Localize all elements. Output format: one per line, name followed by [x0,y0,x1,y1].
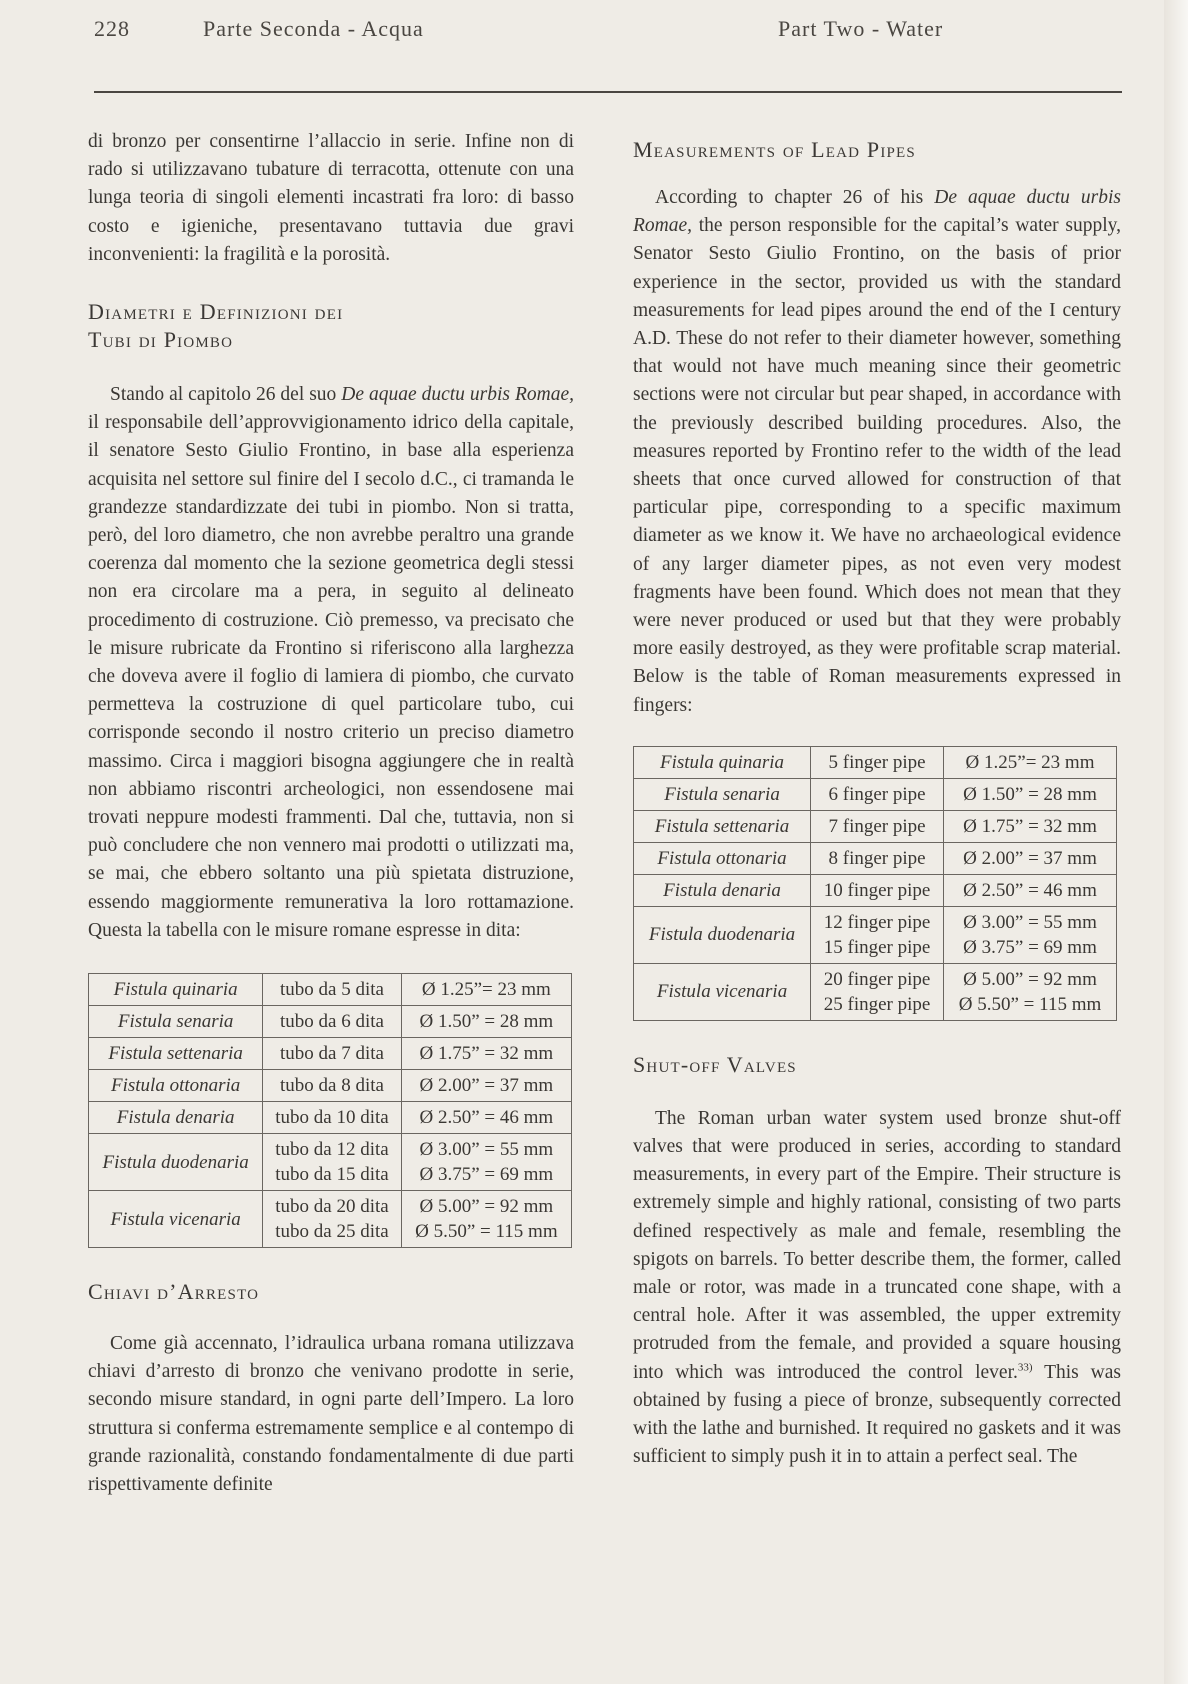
pipe-size-1: tubo da 20 dita [275,1196,389,1218]
pipe-diameter [401,1191,571,1248]
italian-heading-chiavi: Chiavi d’Arresto [88,1279,260,1305]
pipe-diameter-2: Ø 3.75” = 69 mm [963,936,1097,958]
pipe-size: 10 finger pipe [811,874,944,906]
pipe-diameter: Ø 2.50” = 46 mm [944,874,1117,906]
table-row [634,906,1117,963]
pipe-size: 6 finger pipe [811,778,944,810]
english-column [633,128,1121,1472]
pipe-diameter: Ø 2.00” = 37 mm [401,1070,571,1102]
pipe-diameter-1: Ø 3.00” = 55 mm [419,1139,554,1161]
pipe-name: Fistula denaria [89,1102,263,1134]
pipe-name: Fistula senaria [634,778,811,810]
pipe-size [263,1191,401,1248]
pipe-size: tubo da 5 dita [263,974,401,1006]
italian-heading-diametri [88,298,574,354]
table-row [89,1070,572,1102]
table-row [89,1006,572,1038]
table-row [634,746,1117,778]
english-heading-measurements: Measurements of Lead Pipes [633,137,916,162]
pipe-size: tubo da 10 dita [263,1102,401,1134]
pipe-size [811,906,944,963]
italian-chiavi-paragraph: Come già accennato, l’idraulica urbana romana utilizzava chiavi d’arresto di bronzo che venivano prodotte in serie, secondo misure standard, in ogni parte dell’Impero. La loro struttura si conferma estremamente semplice e al contempo di grande razionalità, constando fondamentalmente di due parti rispettivamente definite [88,1333,574,1496]
pipe-name: Fistula vicenaria [634,963,811,1020]
pipe-size-2: tubo da 15 dita [275,1164,389,1186]
pipe-name: Fistula quinaria [634,746,811,778]
pipe-diameter-2: Ø 3.75” = 69 mm [419,1164,554,1186]
italian-frontino-paragraph [88,381,574,945]
italian-column [88,128,574,1499]
pipe-size-2: tubo da 25 dita [275,1221,389,1243]
pipe-size-1: 12 finger pipe [823,911,931,933]
italian-heading-diametri-line2: Tubi di Piombo [88,327,234,353]
english-heading-valves: Shut-off Valves [633,1051,797,1077]
english-paragraph-text: This was obtained by fusing a piece of bronze, subsequently corrected with the lathe and burnished. It required no gaskets and it was sufficient to simply push it in to attain a perfect seal. The [633,1361,1121,1468]
table-row [634,963,1117,1020]
pipe-size-1: tubo da 12 dita [275,1139,389,1161]
pipe-diameter [944,906,1117,963]
english-valves-paragraph [633,1105,1121,1472]
pipe-diameter: Ø 1.50” = 28 mm [401,1006,571,1038]
italian-heading-diametri-line1: Diametri e Definizioni dei [88,299,344,325]
pipe-size: tubo da 7 dita [263,1038,401,1070]
pipe-name: Fistula ottonaria [89,1070,263,1102]
pipe-size-1: 20 finger pipe [823,968,931,990]
table-row [634,842,1117,874]
italian-paragraph-text: Stando al capitolo 26 del suo [110,384,342,406]
table-row [634,778,1117,810]
pipe-diameter: Ø 2.50” = 46 mm [401,1102,571,1134]
pipe-diameter: Ø 2.00” = 37 mm [944,842,1117,874]
table-row [89,1191,572,1248]
pipe-name: Fistula duodenaria [89,1134,263,1191]
italian-pipe-table [88,973,572,1248]
pipe-size [263,1134,401,1191]
table-row [634,874,1117,906]
pipe-size-2: 25 finger pipe [823,993,931,1015]
english-pipe-table [633,746,1117,1021]
running-header-italian: Parte Seconda - Acqua [203,16,424,41]
english-frontino-paragraph [633,184,1121,720]
pipe-size: tubo da 8 dita [263,1070,401,1102]
pipe-diameter: Ø 1.75” = 32 mm [401,1038,571,1070]
pipe-size: tubo da 6 dita [263,1006,401,1038]
pipe-name: Fistula ottonaria [634,842,811,874]
table-row [89,1134,572,1191]
pipe-diameter: Ø 1.25”= 23 mm [401,974,571,1006]
italian-paragraph-text: il responsabile dell’approvvigionamento idrico della capitale, il senatore Sesto Giulio Frontino, in base alla esperienza acquisita nel settore sul finire del I secolo d.C., ci tramanda le grandezze standardizzate dei tubi in piombo. Non si tratta, però, del loro diametro, che non avrebbe peraltro una grande coerenza dal momento che la sezione geometrica degli stessi non era circolare ma a pera, in seguito al delineato procedimento di costruzione. Ciò premesso, va precisato che le misure rubricate da Frontino si riferiscono alla larghezza che doveva avere il foglio di lamiera di piombo, che curvato permetteva la costruzione di quel particolare tubo, cui corrisponde secondo il nostro criterio un preciso diametro massimo. Circa i maggiori bisogna aggiungere che in realtà non abbiamo riscontri archeologici, non essendosene mai trovati neppure modesti frammenti. Dal che, tuttavia, non si può concludere che non vennero mai prodotti o utilizzati ma, se mai, che ebbero soltanto una più spietata distruzione, essendo maggiormente remunerativa la loro rottamazione. Questa la tabella con le misure romane espresse in dita: [88,412,574,941]
pipe-size: 8 finger pipe [811,842,944,874]
pipe-name: Fistula duodenaria [634,906,811,963]
page-number: 228 [94,16,130,41]
pipe-size-2: 15 finger pipe [823,936,931,958]
pipe-diameter-1: Ø 5.00” = 92 mm [419,1196,554,1218]
pipe-size: 7 finger pipe [811,810,944,842]
pipe-diameter: Ø 1.75” = 32 mm [944,810,1117,842]
pipe-diameter [944,963,1117,1020]
english-paragraph-text: The Roman urban water system used bronze shut-off valves that were produced in series, according to standard measurements, in every part of the Empire. Their structure is extremely simple and highly rational, consisting of two parts defined respectively as male and female, resembling the spigots on barrels. To better describe them, the former, called male or rotor, was made in a truncated cone shape, with a central hole. After it was assembled, the upper extremity protruded from the female, and provided a square housing into which was introduced the control lever. [633,1107,1121,1383]
pipe-size: 5 finger pipe [811,746,944,778]
header-rule [94,91,1122,93]
page-edge-shadow [1164,0,1188,1684]
pipe-name: Fistula settenaria [634,810,811,842]
table-row [634,810,1117,842]
table-row [89,1102,572,1134]
english-book-title: De aquae ductu urbis Romae, [633,187,1121,237]
pipe-diameter-2: Ø 5.50” = 115 mm [415,1221,558,1243]
pipe-diameter-1: Ø 5.00” = 92 mm [963,968,1097,990]
pipe-diameter: Ø 1.50” = 28 mm [944,778,1117,810]
pipe-diameter-2: Ø 5.50” = 115 mm [958,993,1102,1015]
pipe-name: Fistula senaria [89,1006,263,1038]
pipe-name: Fistula denaria [634,874,811,906]
english-paragraph-text: the person responsible for the capital’s water supply, Senator Sesto Giulio Frontino, on the basis of prior experience in the sector, provided us with the standard measurements for lead pipes around the end of the I century A.D. These do not refer to their diameter however, something that would not have much meaning since their geometric sections were not circular but pear shaped, in accordance with the previously described building procedures. Also, the measures reported by Frontino refer to the width of the lead sheets that once curved allowed for construction of that particular pipe, corresponding to a specific maximum diameter as we know it. We have no archaeological evidence of any larger diameter pipes, as not even very modest fragments have been found. Which does not mean that they were never produced or used but that they were probably more easily destroyed, as they were profitable scrap material. Below is the table of Roman measurements expressed in fingers: [633,215,1121,716]
pipe-diameter [401,1134,571,1191]
pipe-name: Fistula settenaria [89,1038,263,1070]
english-paragraph-text: According to chapter 26 of his [655,187,935,208]
pipe-name: Fistula vicenaria [89,1191,263,1248]
pipe-diameter: Ø 1.25”= 23 mm [944,746,1117,778]
table-row [89,1038,572,1070]
footnote-reference: 33) [1017,1361,1033,1374]
table-row [89,974,572,1006]
pipe-size [811,963,944,1020]
italian-book-title: De aquae ductu urbis Romae, [341,384,574,406]
pipe-diameter-1: Ø 3.00” = 55 mm [963,911,1097,933]
pipe-name: Fistula quinaria [89,974,263,1006]
running-header-english: Part Two - Water [778,16,944,41]
italian-intro-paragraph: di bronzo per consentirne l’allaccio in serie. Infine non di rado si utilizzavano tubature di terracotta, ottenute con una lunga teoria di singoli elementi incastrati fra loro: di basso costo e igieniche, presentavano tuttavia due gravi inconvenienti: la fragilità e la porosità. [88,131,574,265]
